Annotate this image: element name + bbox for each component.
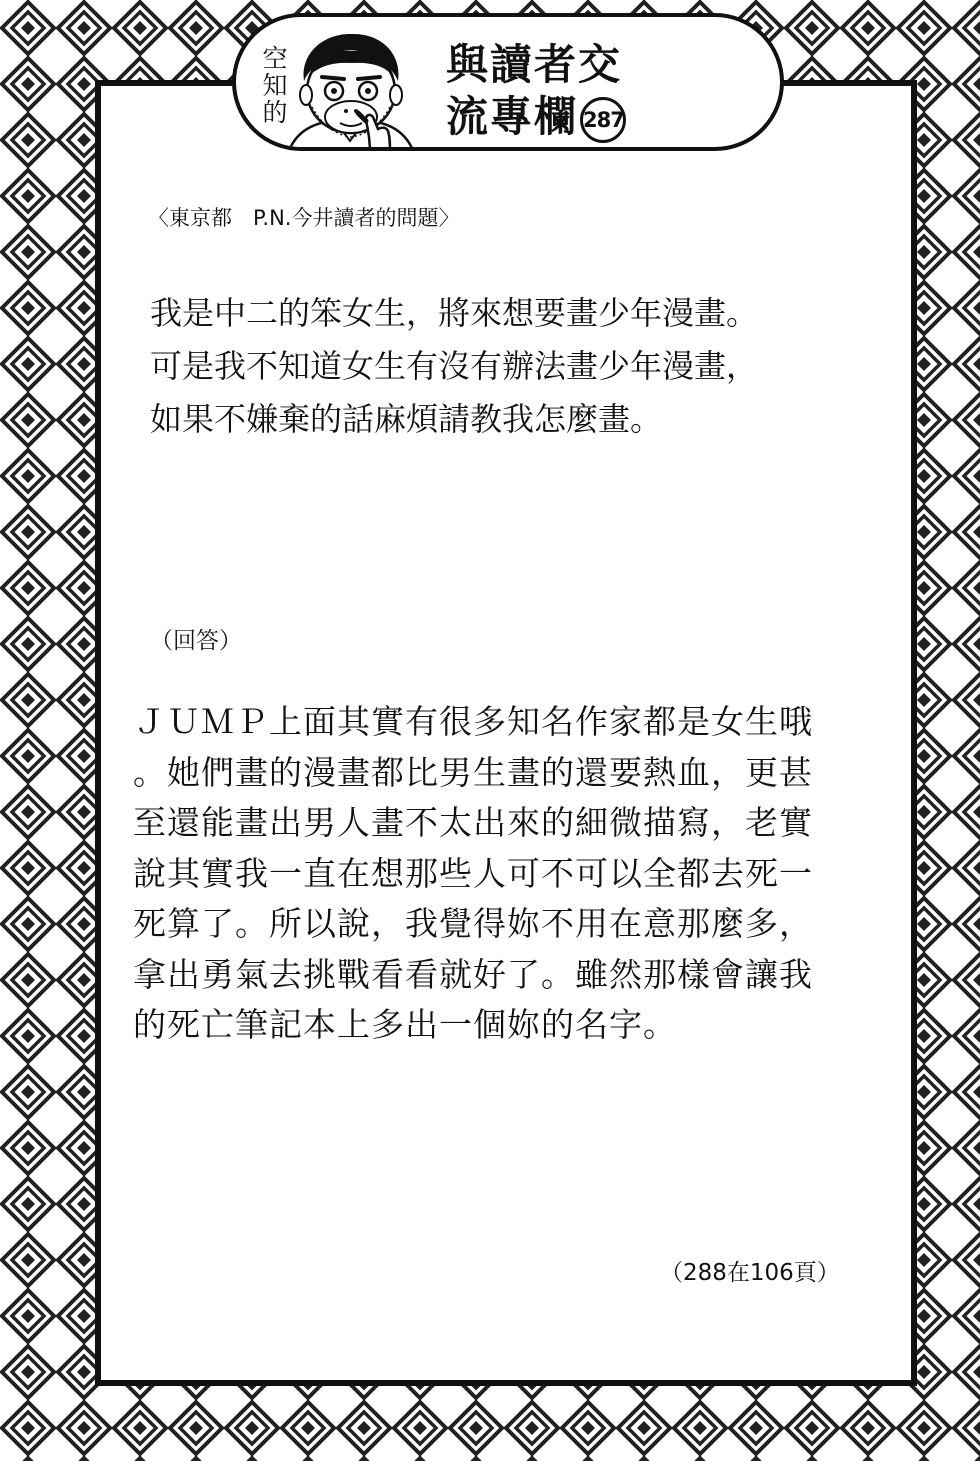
answer-line: 拿出勇氣去挑戰看看就好了。雖然那樣會讓我 [133,954,813,994]
answer-line: 至還能畫出男人畫不太出來的細微描寫，老實 [133,803,813,842]
column-title-line-2-text: 流專欄 [446,92,579,141]
question-line: 如果不嫌棄的話麻煩請教我怎麼畫。 [150,400,663,438]
issue-number-badge: 287 [580,97,626,143]
answer-heading: （回答） [150,628,242,654]
column-title-line-2 [446,91,626,143]
next-page-reference: （288在106頁） [660,1260,840,1286]
answer-line: 說其實我一直在想那些人可不可以全都去死一 [133,853,813,893]
header-label: 空知的 [262,44,288,127]
question-line: 可是我不知道女生有沒有辦法畫少年漫畫， [150,347,759,385]
question-line: 我是中二的笨女生，將來想要畫少年漫畫。 [150,294,759,332]
question-source: 〈東京都 P.N.今井讀者的問題〉 [148,206,460,230]
answer-line: 死算了。所以說，我覺得妳不用在意那麼多， [133,904,813,943]
answer-text [133,697,893,1051]
answer-line: ＪＵＭＰ上面其實有很多知名作家都是女生哦 [133,702,813,741]
column-header [232,13,784,151]
answer-line: 的死亡筆記本上多出一個妳的名字。 [133,1005,677,1044]
column-title [446,39,626,143]
column-title-line-1: 與讀者交 [446,40,623,89]
answer-line: 。她們畫的漫畫都比男生畫的還要熱血，更甚 [133,752,813,792]
gorilla-author-icon [286,29,416,151]
question-text [150,287,870,446]
